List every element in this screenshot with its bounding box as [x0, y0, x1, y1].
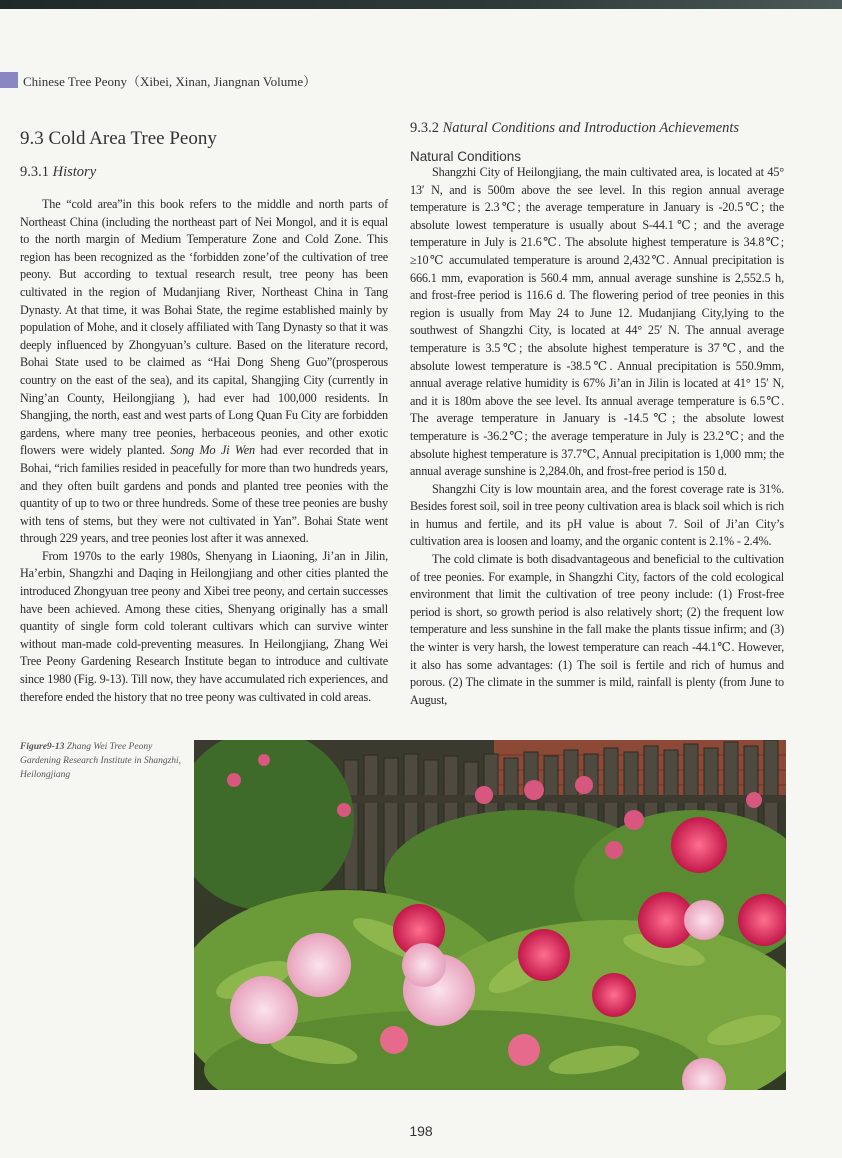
running-title: Chinese Tree Peony（Xibei, Xinan, Jiangnan Volume） [23, 73, 317, 89]
peony-garden-photo [194, 740, 786, 1090]
running-header [0, 70, 316, 90]
section-title: 9.3 Cold Area Tree Peony [20, 128, 217, 149]
conditions-paragraph-3: The cold climate is both disadvantageous and beneficial to the cultivation of tree peonies. For example, in Shangzhi City, factors of the cold ecological environment that limit the cultivation of tree peony include: (1) Frost-free period is short, so growth period is also relatively short; (2) the frequent low temperature and less sunshine in the fall make the plants tissue infirm; and (3) the winter is very harsh, the lowest temperature can reach -44.1℃. However, it also has some advantages: (1) The soil is fertile and rich of humus and porous. (2) The climate in the summer is mild, rainfall is plenty (from June to August, [410, 552, 784, 707]
page-number: 198 [409, 1123, 433, 1139]
subsection-name: Natural Conditions and Introduction Achievements [442, 120, 740, 136]
header-color-mark [0, 72, 18, 88]
figure-caption [20, 740, 190, 782]
p1-book-title: Song Mo Ji Wen [170, 443, 255, 458]
subsection-number: 9.3.2 [410, 120, 443, 136]
history-paragraph-1 [20, 196, 388, 548]
right-column [410, 120, 784, 709]
subsection-name: History [52, 164, 97, 180]
figure-caption-text: Zhang Wei Tree Peony Gardening Research Institute in Shangzhi, Heilongjiang [20, 742, 182, 780]
figure-label: Figure9-13 [20, 742, 65, 752]
subsection-number: 9.3.1 [20, 164, 53, 180]
conditions-paragraph-2: Shangzhi City is low mountain area, and the forest coverage rate is 31%. Besides forest soil, soil in tree peony cultivation area is black soil which is rich in humus and fertile, and its pH value is about 7. Soil of Ji’an City’s cultivation area is loosen and loamy, and the organic content is 2.1% - 2.4%. [410, 481, 784, 549]
history-paragraph-2: From 1970s to the early 1980s, Shenyang in Liaoning, Ji’an in Jilin, Ha’erbin, Shangzhi and Daqing in Heilongjiang and other cities planted the introduced Zhongyuan tree peony and Xibei tree peony, and certain successes have been achieved. Among these cities, Shenyang originally has a small quantity of single form cold tolerant cultivars which can survive winter without man-made cold-preventing measures. In Heilongjiang, Zhang Wei Tree Peony Gardening Research Institute began to introduce and cultivate since 1980 (Fig. 9-13). Till now, they have accumulated rich experiences, and therefore ended the history that no tree peony was cultivated in cold areas. [20, 548, 388, 704]
natural-conditions-heading: Natural Conditions [410, 149, 522, 164]
subsection-title-history [20, 164, 388, 181]
subsection-title-conditions [410, 120, 784, 137]
conditions-paragraph-1: Shangzhi City of Heilongjiang, the main cultivated area, is located at 45° 13′ N, and is 500m above the see level. In this region annual average temperature is 2.3℃; the average temperature in January is -20.5℃; the absolute lowest temperature is usually about S-44.1℃; and the average temperature in July is 21.6℃. The absolute highest temperature is 34.8℃; ≥10℃ accumulated temperature is around 2,432℃. Annual precipitation is 666.1 mm, evaporation is 560.4 mm, annual average sunshine is 2,552.5 h, and frost-free period is 116.6 d. The flowering period of tree peonies in this region is usually from May 24 to June 12. Mudanjiang City,lying to the southwest of Shangzhi City, is located at 44° 25′ N. The annual average temperature is 3.5℃; the absolute highest temperature is 37℃, and the absolute lowest temperature is -38.5℃. Annual precipitation is 550.9mm, annual average relative humidity is 67% Ji’an in Jilin is located at 41° 15′ N, and it is 180m above the see level. Its annual average temperature is 6.5℃. The average temperature in January is -14.5℃; the absolute lowest temperature is -36.2℃; the average temperature in July is 23.2℃; and the absolute highest temperature is 37.7℃, Annual precipitation is 1,000 mm; the annual average sunshine is 2,284.0h, and frost-free period is 150 d. [410, 165, 784, 479]
p1-part-a: The “cold area”in this book refers to the middle and north parts of Northeast China (including the northeast part of Nei Mongol, and it is equal to the north margin of Medium Temperature Zone and Cold Zone. This region has been recognized as the ‘forbidden zone’of the cultivation of tree peony. But according to textual research result, tree peony has been cultivated in the region of Mudanjiang River, Northeast China in Tang Dynasty. At that time, it was Bohai State, the regime established mainly by population of Mohe, and it closely affiliated with Tang Dynasty so that it was deeply influenced by Zhongyuan’s culture. Based on the literature record, Bohai State used to be claimed as “Hai Dong Sheng Guo”(prosperous country on the east of the sea), and its capital, Shangjing City (currently in Ning’an County, Heilongjiang ), had ever had 100,000 residents. In Shangjing, the north, east and west parts of Long Quan Fu City are forbidden gardens, where many tree peonies, herbaceous peonies, and other exotic flowers were widely planted. [20, 197, 388, 458]
left-column [20, 128, 388, 706]
top-scan-border [0, 0, 842, 9]
p1-part-b: had ever recorded that in Bohai, “rich families resided in peacefully for more than two hundreds years, and they often built gardens and ponds and planted tree peonies with the quantity of up to two or three hundreds. Some of these tree peonies are bushy with tens of stems, but they were not cultivated in Yan”. Bohai State went through 229 years, and tree peonies lost after it was annexed. [20, 443, 388, 546]
